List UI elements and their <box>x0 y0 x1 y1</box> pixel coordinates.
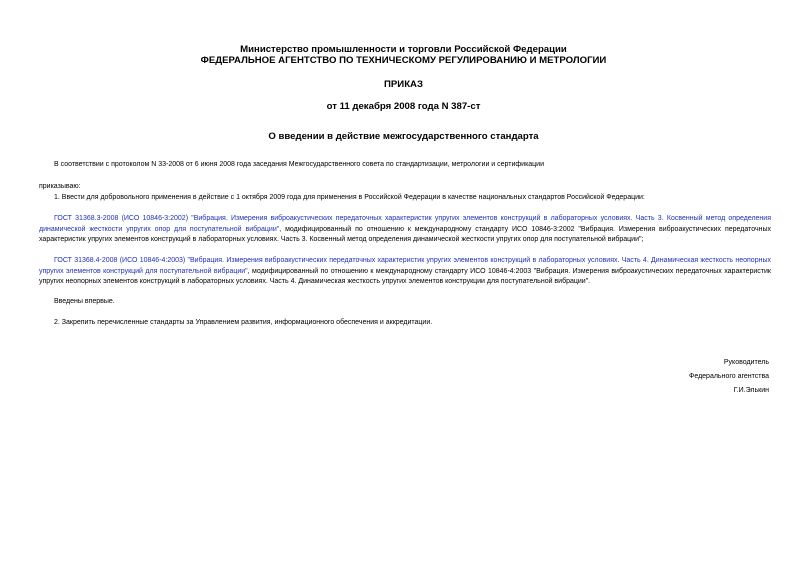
signature-block <box>689 356 769 398</box>
standard-1-description: , модифицированный по отношению к международному стандарту ИСО 10846-3:2002 "Вибрация. Измерения виброакустических передаточных характеристик упругих элементов конструкций в лабораторных условиях. Часть 3. Косвенный метод определения динамической жесткости упругих опор для поступательной вибрации"; <box>39 225 771 243</box>
introduced-note: Введены впервые. <box>54 298 115 305</box>
agency-name: ФЕДЕРАЛЬНОЕ АГЕНТСТВО ПО ТЕХНИЧЕСКОМУ РЕГУЛИРОВАНИЮ И МЕТРОЛОГИИ <box>200 55 607 66</box>
item-1-paragraph: 1. Ввести для добровольного применения в действие с 1 октября 2009 года для применения в Российской Федерации в качестве национальных стандартов Российской Федерации: <box>54 194 645 201</box>
order-date: от 11 декабря 2008 года N 387-ст <box>326 101 481 112</box>
ministry-name: Министерство промышленности и торговли Российской Федерации <box>240 44 567 55</box>
standard-1-link[interactable]: ГОСТ 31368.3-2008 (ИСО 10846-3:2002) "Вибрация. Измерения виброакустических передаточных характеристик упругих элементов конструкций в лабораторных условиях. Часть 3. Косвенный метод определения динамической жесткости упругих опор для поступательной вибрации" <box>39 215 771 233</box>
signatory-position-line-2: Федерального агентства <box>689 373 769 380</box>
standard-2-description: , модифицированный по отношению к международному стандарту ИСО 10846-4:2003 "Вибрация. Измерения виброакустических передаточных характеристик упругих неопорных элементов конструкций в лабораторных условиях. Часть 4. Динамическая жесткость упругих элементов конструкции для поступательной вибрации". <box>39 267 771 285</box>
signatory-name: Г.И.Элькин <box>733 387 769 394</box>
signatory-position-line-1: Руководитель <box>723 359 769 366</box>
standard-1-paragraph <box>39 214 771 246</box>
document-header <box>0 44 807 66</box>
item-2-paragraph: 2. Закрепить перечисленные стандарты за Управлением развития, информационного обеспечения и аккредитации. <box>54 319 433 326</box>
order-word: приказываю: <box>39 183 81 190</box>
standard-2-link[interactable]: ГОСТ 31368.4-2008 (ИСО 10846-4:2003) "Вибрация. Измерения виброакустических передаточных характеристик упругих элементов конструкций в лабораторных условиях. Часть 4. Динамическая жесткость неопорных упругих элементов конструкций для поступательной вибрации" <box>39 257 771 275</box>
standard-2-paragraph <box>39 256 771 288</box>
order-title: ПРИКАЗ <box>384 79 423 90</box>
order-subject: О введении в действие межгосударственного стандарта <box>268 131 539 142</box>
preamble-paragraph: В соответствии с протоколом N 33-2008 от 6 июня 2008 года заседания Межгосударственного совета по стандартизации, метрологии и сертификации <box>54 161 545 168</box>
